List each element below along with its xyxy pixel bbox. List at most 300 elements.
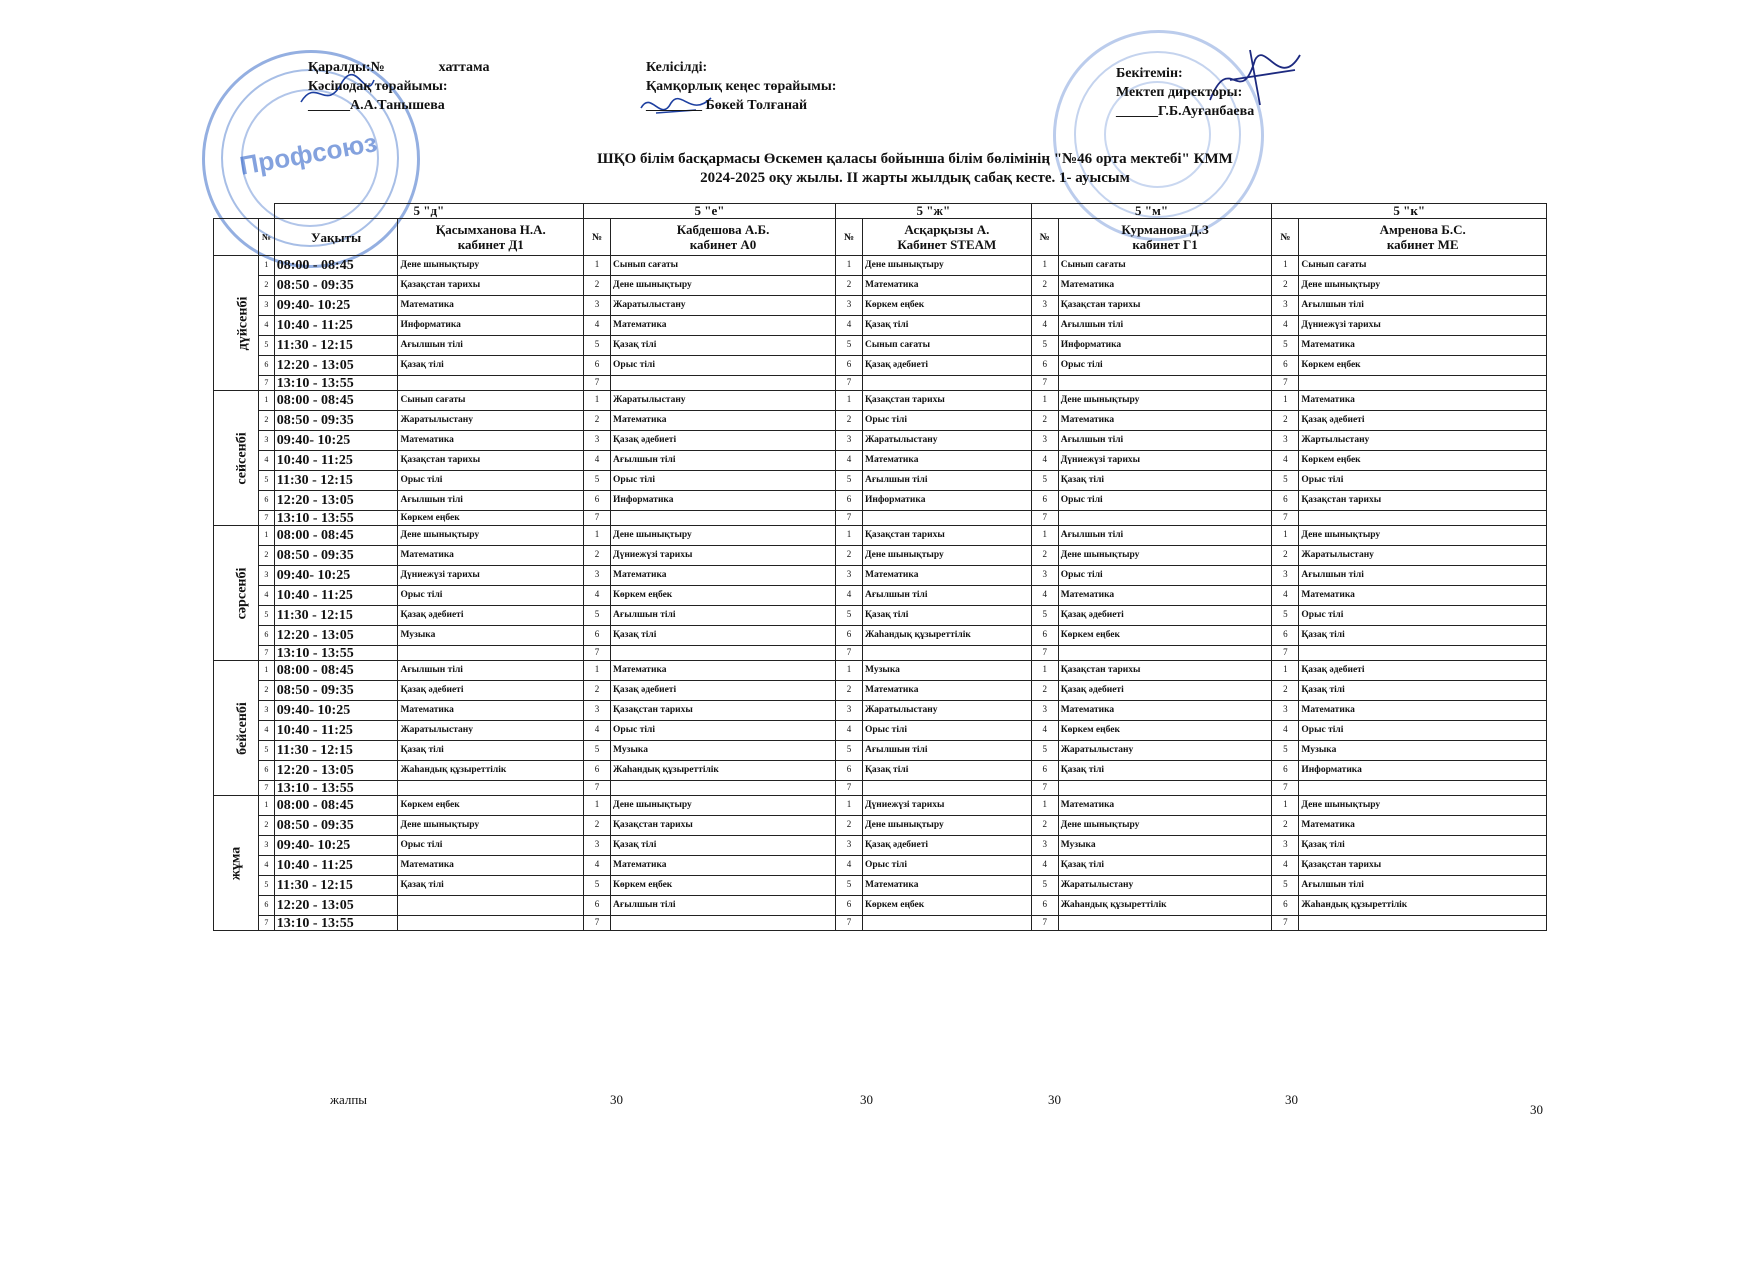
lesson-number: 7 — [836, 781, 863, 796]
class-header: 5 "д" — [274, 204, 583, 219]
subject-cell: Көркем еңбек — [1058, 626, 1272, 646]
lesson-row — [214, 836, 1547, 856]
day-cell — [214, 391, 259, 526]
teacher-name: Курманова Д.З — [1121, 222, 1209, 237]
subject-cell: Ағылшын тілі — [1299, 566, 1547, 586]
lesson-time: 09:40- 10:25 — [274, 566, 398, 586]
subject-cell: Математика — [863, 566, 1032, 586]
day-name: жұма — [228, 846, 244, 880]
lesson-number: 4 — [584, 856, 611, 876]
subject-cell: Математика — [398, 431, 584, 451]
lesson-time: 10:40 - 11:25 — [274, 316, 398, 336]
lesson-time: 08:00 - 08:45 — [274, 661, 398, 681]
lesson-number: 1 — [1272, 526, 1299, 546]
lesson-row — [214, 681, 1547, 701]
lesson-number: 2 — [1031, 411, 1058, 431]
lesson-row — [214, 256, 1547, 276]
subject-cell: Көркем еңбек — [1058, 721, 1272, 741]
lesson-number: 4 — [584, 451, 611, 471]
lesson-number: 7 — [1031, 511, 1058, 526]
lesson-number: 7 — [584, 916, 611, 931]
lesson-number: 7 — [1272, 376, 1299, 391]
subject-cell — [863, 511, 1032, 526]
lesson-number: 6 — [836, 626, 863, 646]
subject-cell: Көркем еңбек — [1299, 356, 1547, 376]
review-label: Қаралды:№ — [308, 60, 385, 75]
subject-cell: Математика — [611, 661, 836, 681]
approval-director-block — [1116, 58, 1254, 121]
lesson-number: 6 — [584, 626, 611, 646]
lesson-number: 5 — [1272, 336, 1299, 356]
subject-cell: Математика — [1299, 391, 1547, 411]
subject-cell: Қазақ тілі — [398, 741, 584, 761]
lesson-number: 1 — [258, 256, 274, 276]
lesson-number: 4 — [836, 721, 863, 741]
lesson-number: 5 — [836, 471, 863, 491]
subject-cell: Ағылшын тілі — [611, 451, 836, 471]
lesson-number: 2 — [1031, 681, 1058, 701]
teacher-header — [611, 219, 836, 256]
lesson-number: 3 — [1272, 836, 1299, 856]
subject-cell: Ағылшын тілі — [1058, 526, 1272, 546]
subject-cell: Көркем еңбек — [863, 296, 1032, 316]
agreed-label: Келісілді: — [646, 60, 708, 75]
lesson-number: 2 — [584, 816, 611, 836]
subject-cell: Математика — [1299, 586, 1547, 606]
lesson-row — [214, 526, 1547, 546]
subject-cell: Дүниежүзі тарихы — [1299, 316, 1547, 336]
subject-cell: Математика — [1299, 701, 1547, 721]
lesson-number: 1 — [584, 391, 611, 411]
lesson-number: 7 — [584, 376, 611, 391]
lesson-number: 2 — [836, 276, 863, 296]
stamp-text: Профсоюз — [237, 127, 380, 181]
lesson-number: 2 — [258, 546, 274, 566]
subject-cell: Орыс тілі — [398, 586, 584, 606]
lesson-number: 2 — [836, 546, 863, 566]
lesson-number: 6 — [1031, 896, 1058, 916]
lesson-number: 1 — [836, 526, 863, 546]
subject-cell: Дене шынықтыру — [1299, 526, 1547, 546]
lesson-time: 10:40 - 11:25 — [274, 721, 398, 741]
lesson-number: 2 — [1272, 681, 1299, 701]
subject-cell: Жаратылыстану — [863, 701, 1032, 721]
lesson-number: 5 — [584, 336, 611, 356]
subject-cell — [1058, 781, 1272, 796]
lesson-number: 3 — [258, 701, 274, 721]
lesson-number: 3 — [258, 836, 274, 856]
subject-cell — [611, 376, 836, 391]
lesson-row — [214, 411, 1547, 431]
time-header: Уақыты — [274, 219, 398, 256]
class-header: 5 "ж" — [836, 204, 1032, 219]
subject-cell: Қазақ әдебиеті — [1299, 661, 1547, 681]
subject-cell: Орыс тілі — [1058, 356, 1272, 376]
lesson-number: 4 — [1031, 316, 1058, 336]
lesson-number: 7 — [584, 646, 611, 661]
lesson-number: 3 — [258, 566, 274, 586]
teacher-name: Қасымханова Н.А. — [435, 222, 546, 237]
subject-cell: Орыс тілі — [611, 356, 836, 376]
subject-cell: Жаһандық құзыреттілік — [863, 626, 1032, 646]
lesson-number: 3 — [584, 701, 611, 721]
lesson-number: 5 — [258, 741, 274, 761]
subject-cell: Музыка — [611, 741, 836, 761]
subject-cell: Музыка — [1299, 741, 1547, 761]
subject-cell: Математика — [398, 701, 584, 721]
lesson-row — [214, 721, 1547, 741]
subject-cell: Қазақ тілі — [611, 836, 836, 856]
lesson-time: 09:40- 10:25 — [274, 836, 398, 856]
subject-cell: Математика — [1299, 336, 1547, 356]
lesson-number: 4 — [258, 586, 274, 606]
subject-cell: Орыс тілі — [863, 411, 1032, 431]
subject-cell: Көркем еңбек — [398, 796, 584, 816]
lesson-number: 5 — [1272, 876, 1299, 896]
lesson-row — [214, 586, 1547, 606]
lesson-number: 4 — [836, 856, 863, 876]
lesson-number: 6 — [584, 356, 611, 376]
lesson-row — [214, 276, 1547, 296]
subject-cell: Сынып сағаты — [1299, 256, 1547, 276]
lesson-number: 1 — [258, 796, 274, 816]
lesson-number: 3 — [584, 566, 611, 586]
lesson-number: 3 — [584, 296, 611, 316]
council-chair-name: ________ Бөкей Толғанай — [646, 98, 808, 113]
subject-cell: Ағылшын тілі — [398, 491, 584, 511]
union-chair-name: ______А.А.Танышева — [308, 98, 445, 113]
lesson-number: 2 — [258, 816, 274, 836]
subject-cell: Қазақ әдебиеті — [1058, 681, 1272, 701]
lesson-number: 6 — [836, 896, 863, 916]
subject-cell: Қазақ әдебиеті — [611, 681, 836, 701]
subject-cell: Дене шынықтыру — [398, 816, 584, 836]
subject-cell: Жаһандық құзыреттілік — [1299, 896, 1547, 916]
total-value: 30 — [860, 1092, 873, 1107]
lesson-number: 3 — [258, 296, 274, 316]
subject-cell — [1058, 376, 1272, 391]
lesson-time: 12:20 - 13:05 — [274, 761, 398, 781]
lesson-number: 5 — [836, 876, 863, 896]
lesson-number: 2 — [836, 816, 863, 836]
subject-cell: Көркем еңбек — [611, 586, 836, 606]
lesson-number: 3 — [1272, 431, 1299, 451]
subject-cell: Орыс тілі — [1299, 606, 1547, 626]
lesson-number: 2 — [258, 276, 274, 296]
subject-cell: Сынып сағаты — [1058, 256, 1272, 276]
day-cell — [214, 256, 259, 391]
day-cell — [214, 796, 259, 931]
lesson-time: 11:30 - 12:15 — [274, 876, 398, 896]
subject-cell: Орыс тілі — [1299, 721, 1547, 741]
lesson-row — [214, 316, 1547, 336]
subject-cell: Математика — [611, 856, 836, 876]
director-label: Мектеп директоры: — [1116, 85, 1243, 100]
subject-cell: Көркем еңбек — [863, 896, 1032, 916]
subject-cell: Дене шынықтыру — [863, 816, 1032, 836]
lesson-number: 2 — [836, 411, 863, 431]
teacher-name: Кабдешова А.Б. — [676, 222, 770, 237]
lesson-number: 2 — [584, 276, 611, 296]
lesson-number: 6 — [836, 761, 863, 781]
lesson-row — [214, 741, 1547, 761]
lesson-number: 6 — [1272, 896, 1299, 916]
lesson-number: 1 — [258, 661, 274, 681]
subject-cell: Жаратылыстану — [611, 391, 836, 411]
lesson-number: 6 — [1031, 491, 1058, 511]
subject-cell: Математика — [1058, 586, 1272, 606]
subject-cell — [1299, 646, 1547, 661]
lesson-number: 5 — [1031, 876, 1058, 896]
lesson-number: 1 — [836, 391, 863, 411]
lesson-number: 3 — [836, 296, 863, 316]
subject-cell: Қазақ тілі — [398, 356, 584, 376]
lesson-row — [214, 816, 1547, 836]
lesson-row — [214, 296, 1547, 316]
subject-cell — [398, 916, 584, 931]
subject-cell — [863, 916, 1032, 931]
lesson-time: 09:40- 10:25 — [274, 431, 398, 451]
subject-cell: Математика — [1058, 796, 1272, 816]
subject-cell: Қазақстан тарихы — [611, 701, 836, 721]
lesson-number: 5 — [258, 606, 274, 626]
lesson-row — [214, 856, 1547, 876]
subject-cell: Қазақ тілі — [398, 876, 584, 896]
subject-cell: Ағылшын тілі — [398, 336, 584, 356]
subject-cell: Қазақстан тарихы — [1299, 856, 1547, 876]
lesson-number: 2 — [1272, 816, 1299, 836]
lesson-row — [214, 566, 1547, 586]
lesson-time: 10:40 - 11:25 — [274, 586, 398, 606]
lesson-number: 7 — [1031, 646, 1058, 661]
lesson-row — [214, 781, 1547, 796]
subject-cell: Орыс тілі — [1058, 566, 1272, 586]
lesson-number: 4 — [836, 316, 863, 336]
lesson-number: 6 — [584, 896, 611, 916]
subject-cell: Қазақ тілі — [611, 626, 836, 646]
lesson-number: 2 — [1272, 411, 1299, 431]
subject-cell: Музыка — [1058, 836, 1272, 856]
subject-cell: Математика — [863, 451, 1032, 471]
lesson-number: 2 — [1031, 546, 1058, 566]
lesson-row — [214, 916, 1547, 931]
lesson-time: 10:40 - 11:25 — [274, 451, 398, 471]
document-title — [480, 150, 1350, 188]
subject-cell: Қазақстан тарихы — [398, 276, 584, 296]
lesson-number: 7 — [1272, 916, 1299, 931]
subject-cell: Орыс тілі — [863, 721, 1032, 741]
lesson-number: 6 — [258, 761, 274, 781]
lesson-time: 08:00 - 08:45 — [274, 526, 398, 546]
lesson-time: 11:30 - 12:15 — [274, 471, 398, 491]
subject-cell — [398, 646, 584, 661]
lesson-number: 6 — [584, 761, 611, 781]
lesson-number: 1 — [584, 256, 611, 276]
lesson-number: 3 — [836, 701, 863, 721]
lesson-time: 13:10 - 13:55 — [274, 916, 398, 931]
teacher-room: кабинет Д1 — [457, 237, 524, 252]
subject-cell — [863, 376, 1032, 391]
lesson-row — [214, 896, 1547, 916]
teacher-room: кабинет А0 — [689, 237, 757, 252]
lesson-number: 5 — [836, 741, 863, 761]
subject-cell: Дене шынықтыру — [1058, 391, 1272, 411]
subject-cell — [1058, 646, 1272, 661]
lesson-row — [214, 626, 1547, 646]
teacher-header — [863, 219, 1032, 256]
subject-cell: Информатика — [863, 491, 1032, 511]
subject-cell: Дүниежүзі тарихы — [1058, 451, 1272, 471]
lesson-number: 1 — [1272, 661, 1299, 681]
lesson-number: 2 — [1272, 276, 1299, 296]
subject-cell: Жаратылыстану — [398, 721, 584, 741]
protocol-label: хаттама — [438, 60, 490, 75]
lesson-time: 09:40- 10:25 — [274, 701, 398, 721]
lesson-number: 2 — [836, 681, 863, 701]
subject-cell: Қазақ тілі — [863, 761, 1032, 781]
lesson-number: 5 — [584, 471, 611, 491]
lesson-number: 3 — [1272, 296, 1299, 316]
subject-cell: Дүниежүзі тарихы — [398, 566, 584, 586]
lesson-number: 3 — [1031, 836, 1058, 856]
subject-cell: Музыка — [398, 626, 584, 646]
subject-cell: Математика — [398, 856, 584, 876]
subject-cell — [1299, 376, 1547, 391]
lesson-number: 7 — [1031, 916, 1058, 931]
subject-cell: Көркем еңбек — [1299, 451, 1547, 471]
subject-cell — [611, 511, 836, 526]
lesson-row — [214, 391, 1547, 411]
lesson-time: 11:30 - 12:15 — [274, 606, 398, 626]
lesson-number: 5 — [1031, 606, 1058, 626]
subject-cell: Сынып сағаты — [398, 391, 584, 411]
number-header: № — [836, 219, 863, 256]
lesson-row — [214, 661, 1547, 681]
subject-cell — [611, 781, 836, 796]
subject-cell: Математика — [611, 411, 836, 431]
lesson-row — [214, 451, 1547, 471]
lesson-time: 11:30 - 12:15 — [274, 336, 398, 356]
subject-cell: Дене шынықтыру — [1299, 276, 1547, 296]
subject-cell — [398, 781, 584, 796]
lesson-number: 7 — [584, 781, 611, 796]
lesson-number: 7 — [1272, 781, 1299, 796]
lesson-number: 5 — [1031, 336, 1058, 356]
day-cell — [214, 526, 259, 661]
lesson-number: 1 — [1031, 256, 1058, 276]
subject-cell — [1299, 916, 1547, 931]
lesson-number: 3 — [836, 431, 863, 451]
subject-cell: Дүниежүзі тарихы — [611, 546, 836, 566]
lesson-number: 4 — [584, 586, 611, 606]
subject-cell: Жаһандық құзыреттілік — [611, 761, 836, 781]
subject-cell: Қазақ әдебиеті — [1299, 411, 1547, 431]
lesson-time: 13:10 - 13:55 — [274, 511, 398, 526]
lesson-number: 6 — [1031, 761, 1058, 781]
subject-cell: Дене шынықтыру — [1058, 816, 1272, 836]
subject-cell: Жаратылыстану — [863, 431, 1032, 451]
lesson-number: 5 — [258, 876, 274, 896]
subject-cell — [1058, 916, 1272, 931]
lesson-number: 7 — [1272, 511, 1299, 526]
lesson-time: 08:50 - 09:35 — [274, 276, 398, 296]
lesson-row — [214, 701, 1547, 721]
subject-cell: Жаратылыстану — [1058, 876, 1272, 896]
subject-cell: Орыс тілі — [1299, 471, 1547, 491]
lesson-time: 08:50 - 09:35 — [274, 546, 398, 566]
subject-cell: Сынып сағаты — [611, 256, 836, 276]
subject-cell: Қазақ тілі — [611, 336, 836, 356]
lesson-number: 7 — [836, 916, 863, 931]
subject-cell: Математика — [863, 876, 1032, 896]
teacher-name: Амренова Б.С. — [1379, 222, 1466, 237]
total-value: 30 — [1530, 1102, 1543, 1117]
subject-cell — [863, 781, 1032, 796]
lesson-number: 6 — [836, 356, 863, 376]
subject-cell: Жаратылыстану — [398, 411, 584, 431]
subject-cell: Көркем еңбек — [398, 511, 584, 526]
total-value: 30 — [610, 1092, 623, 1107]
subject-cell: Қазақ әдебиеті — [1058, 606, 1272, 626]
lesson-number: 7 — [836, 646, 863, 661]
subject-cell: Дене шынықтыру — [611, 526, 836, 546]
lesson-number: 4 — [1031, 451, 1058, 471]
lesson-number: 7 — [258, 511, 274, 526]
lesson-row — [214, 336, 1547, 356]
lesson-number: 2 — [584, 681, 611, 701]
lesson-number: 3 — [584, 431, 611, 451]
lesson-time: 10:40 - 11:25 — [274, 856, 398, 876]
subject-cell: Дене шынықтыру — [398, 256, 584, 276]
lesson-number: 6 — [1272, 626, 1299, 646]
lesson-number: 5 — [258, 471, 274, 491]
subject-cell: Қазақ әдебиеті — [398, 606, 584, 626]
title-line-2: 2024-2025 оқу жылы. ІІ жарты жылдық сабақ кесте. 1- ауысым — [700, 170, 1130, 186]
subject-cell: Қазақ тілі — [1058, 471, 1272, 491]
lesson-time: 13:10 - 13:55 — [274, 376, 398, 391]
day-name: сейсенбі — [234, 431, 250, 485]
subject-cell: Қазақ тілі — [1058, 856, 1272, 876]
subject-cell: Орыс тілі — [398, 836, 584, 856]
subject-cell: Математика — [863, 681, 1032, 701]
subject-cell — [1058, 511, 1272, 526]
subject-cell: Ағылшын тілі — [398, 661, 584, 681]
lesson-number: 1 — [1031, 796, 1058, 816]
lesson-number: 4 — [258, 856, 274, 876]
lesson-row — [214, 491, 1547, 511]
lesson-number: 5 — [584, 876, 611, 896]
lesson-number: 6 — [1272, 356, 1299, 376]
lesson-number: 4 — [1272, 316, 1299, 336]
subject-cell: Математика — [611, 316, 836, 336]
subject-cell — [863, 646, 1032, 661]
subject-cell: Ағылшын тілі — [1299, 296, 1547, 316]
lesson-number: 1 — [584, 526, 611, 546]
lesson-time: 11:30 - 12:15 — [274, 741, 398, 761]
subject-cell: Математика — [1058, 411, 1272, 431]
lesson-number: 4 — [258, 721, 274, 741]
subject-cell: Жаратылыстану — [1058, 741, 1272, 761]
subject-cell: Ағылшын тілі — [1299, 876, 1547, 896]
lesson-row — [214, 431, 1547, 451]
subject-cell — [1299, 511, 1547, 526]
subject-cell: Дене шынықтыру — [611, 276, 836, 296]
subject-cell: Қазақстан тарихы — [1058, 296, 1272, 316]
lesson-number: 5 — [1031, 471, 1058, 491]
lesson-row — [214, 471, 1547, 491]
class-header: 5 "е" — [584, 204, 836, 219]
subject-cell: Математика — [1299, 816, 1547, 836]
